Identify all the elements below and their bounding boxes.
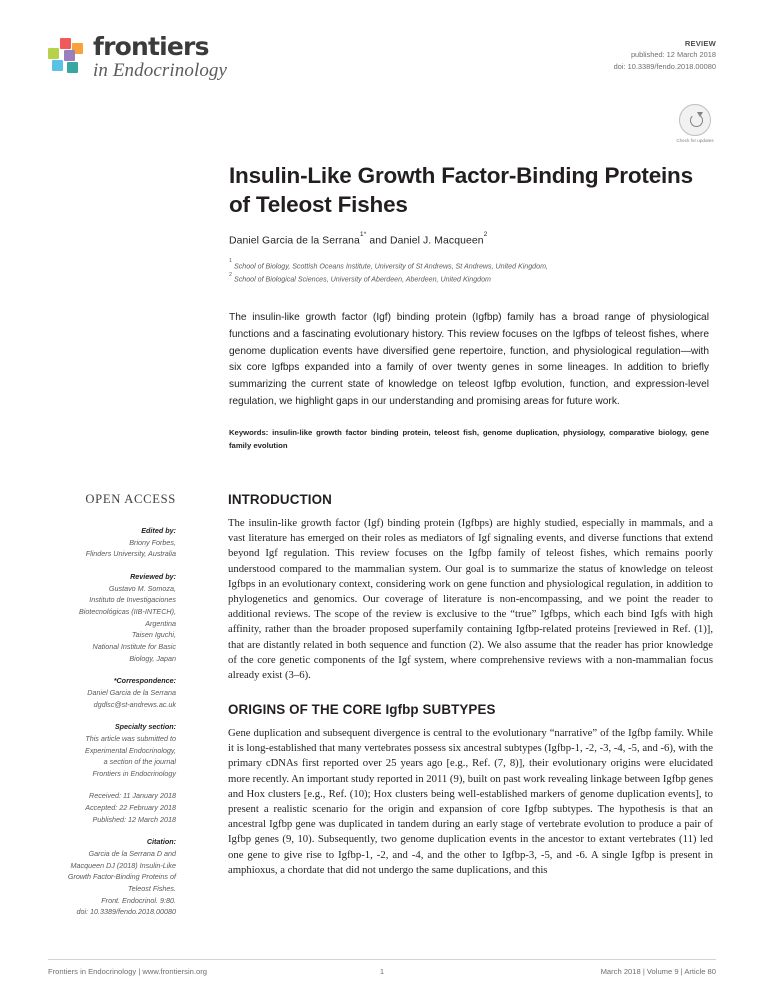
citation-doi[interactable]: doi: 10.3389/fendo.2018.00080 (76, 907, 176, 917)
sidebar-section-reviewed-by (48, 571, 176, 664)
sidebar-label-reviewed-by: Reviewed by: (130, 571, 176, 581)
affiliation-1-text: School of Biology, Scottish Oceans Institute, University of St Andrews, St Andrews, United Kingdom, (232, 261, 548, 270)
author-2[interactable]: and Daniel J. Macqueen (366, 235, 484, 247)
reviewed-by-line-5: Taisen Iguchi, (131, 630, 176, 640)
crossmark-refresh-icon (679, 104, 711, 136)
section-heading-introduction: INTRODUCTION (228, 492, 332, 507)
specialty-line-1: This article was submitted to (85, 733, 176, 743)
frontiers-logo-icon (48, 38, 84, 74)
citation-line-3: Growth Factor-Binding Proteins of (67, 872, 176, 882)
article-type: REVIEW (684, 39, 716, 48)
citation-line-1: Garcia de la Serrana D and (88, 849, 176, 859)
crossmark-badge[interactable] (674, 104, 716, 144)
section-paragraph-origins: Gene duplication and subsequent divergence is central to the evolutionary “narrative” of the Igfbp family. While it is long-established that many vertebrates possess six ancestral subtypes (Igfbp-1, -2, -3, -4, -5, and -6), with the primary cDNAs first reported over 25 years ago [e.g., Ref. (7, 8)], their evolutionary origins were elucidated more recently. An important study reported in 2011 (9), built on past work revealing linkage between Igfbp genes and Hox clusters [e.g., Ref. (10); Hox clusters being well-established markers of genome duplication events], to present a realistic scenario for the origin and expansion of core Igfbp subtypes. The hypothesis is that an ancestral Igfbp gene was duplicated in tandem during an early stage of vertebrate evolution to produce a pair of Igfbp genes (9, 10). Subsequently, two genome duplication events in the ancestor to extant vertebrates (11) led one gene to give rise to Igfbp-1, -2, and -4, and the other to Igfbp-3, -5, and -6. A single Igfbp is present in amphioxus, a chordate that did not undergo the same duplications, and this (228, 727, 713, 876)
affiliation-2 (229, 273, 709, 286)
sidebar-label-correspondence: *Correspondence: (113, 676, 176, 686)
correspondence-email[interactable]: dgdlsc@st-andrews.ac.uk (93, 699, 176, 709)
sidebar-label-citation: Citation: (146, 837, 176, 847)
specialty-line-3: a section of the journal (103, 757, 176, 767)
footer-page-number: 1 (379, 967, 385, 976)
specialty-line-4: Frontiers in Endocrinology (92, 768, 176, 778)
author-list (229, 231, 709, 247)
abstract: The insulin-like growth factor (Igf) binding protein (Igfbp) family has a broad range of physiological functions and a fascinating evolutionary history. This review focuses on the Igfbps of teleost fishes, where genome duplication events have diversified gene repertoire, function, and physiological regulation—with six core Igfbps expanded into a family of over twenty genes in some lineages. In addition to briefly summarizing the current state of knowledge on teleost Igfbp evolution, function, and expression-level regulation, we highlight gaps in our understanding and promising areas for future work. (229, 311, 709, 408)
footer-issue-info: March 2018 | Volume 9 | Article 80 (600, 967, 716, 976)
citation-line-4: Teleost Fishes. (127, 884, 176, 894)
sidebar-section-specialty (48, 721, 176, 779)
journal-logo[interactable] (48, 34, 227, 80)
open-access-label: OPEN ACCESS (85, 492, 176, 506)
edited-by-line-2: Flinders University, Australia (85, 549, 176, 559)
section-paragraph-introduction: The insulin-like growth factor (Igf) binding protein (Igfbps) are highly studied, especially in mammals, and a vast literature has emerged on their roles as mediators of Igf signaling events, and diverse functions that extend beyond Igf regulation. This review focuses on the Igfbp family of teleost fishes, which remains poorly understood compared to the mammalian system. Our goal is to summarize the status of knowledge on teleost Igfbps in an evolutionary context, considering work on gene function and physiological regulation, in addition to phylogenetics and genomics. Our coverage of literature is non-encompassing, and we point the reader to additional reviews. The scope of the review is exclusive to the “true” Igfbps, which each bind Igfs with high affinity, rather than the broader proposed superfamily containing Igfbp-related proteins [reviewed in Ref. (1)], that are distantly related in both sequence and function (2). We also assume that the reader has prior knowledge of the core genetic components of the Igf system, where comprehensive reviews with a non-mammalian focus already exist (3–6). (228, 517, 713, 681)
logo-journal-name: in Endocrinology (93, 59, 228, 81)
reviewed-by-line-3: Biotecnológicas (IIB-INTECH), (78, 606, 176, 616)
logo-brand: frontiers (93, 32, 209, 61)
keywords: Keywords: insulin-like growth factor binding protein, teleost fish, genome duplication, physiology, comparative biology, gene family evolution (229, 428, 709, 450)
doi[interactable]: doi: 10.3389/fendo.2018.00080 (613, 61, 716, 71)
affiliation-2-text: School of Biological Sciences, University of Aberdeen, Aberdeen, United Kingdom (232, 275, 491, 284)
specialty-line-2: Experimental Endocrinology, (85, 745, 176, 755)
author-2-sup: 2 (483, 231, 488, 239)
sidebar-section-dates (48, 790, 176, 825)
citation-line-5: Front. Endocrinol. 9:80. (101, 895, 176, 905)
title-area (229, 162, 709, 452)
citation-line-2: Macqueen DJ (2018) Insulin-Like (70, 860, 176, 870)
affiliation-1-sup: 1 (229, 258, 232, 265)
sidebar (48, 492, 176, 929)
date-received: Received: 11 January 2018 (89, 791, 176, 801)
masthead (48, 34, 716, 96)
footer-journal-link[interactable]: Frontiers in Endocrinology | www.frontiersin.org (48, 967, 207, 976)
author-1[interactable]: Daniel Garcia de la Serrana (229, 235, 360, 247)
section-heading-origins: ORIGINS OF THE CORE Igfbp SUBTYPES (228, 702, 496, 718)
edited-by-line-1: Briony Forbes, (129, 537, 176, 547)
reviewed-by-line-1: Gustavo M. Somoza, (108, 583, 176, 593)
sidebar-section-edited-by (48, 525, 176, 560)
page-title: Insulin-Like Growth Factor-Binding Proteins of Teleost Fishes (229, 163, 693, 217)
reviewed-by-line-2: Instituto de Investigaciones (89, 595, 176, 605)
article-body (228, 492, 713, 878)
sidebar-label-edited-by: Edited by: (141, 526, 176, 535)
date-accepted: Accepted: 22 February 2018 (85, 803, 176, 813)
affiliation-1 (229, 260, 709, 273)
author-1-sup: 1* (359, 231, 367, 239)
sidebar-section-citation (48, 836, 176, 918)
reviewed-by-line-7: Biology, Japan (129, 653, 176, 663)
date-published: Published: 12 March 2018 (92, 814, 176, 824)
logo-wordmark (93, 34, 227, 80)
reviewed-by-line-4: Argentina (145, 618, 176, 628)
header-meta (614, 34, 716, 72)
correspondence-name: Daniel Garcia de la Serrana (87, 687, 176, 697)
affiliation-list (229, 260, 709, 286)
crossmark-label: Check for updates (676, 138, 714, 143)
affiliation-2-sup: 2 (229, 271, 232, 278)
page-footer (48, 959, 716, 976)
reviewed-by-line-6: National Institute for Basic (92, 641, 176, 651)
sidebar-label-specialty: Specialty section: (114, 722, 176, 732)
sidebar-section-correspondence (48, 675, 176, 710)
published-date: published: 12 March 2018 (630, 50, 716, 60)
